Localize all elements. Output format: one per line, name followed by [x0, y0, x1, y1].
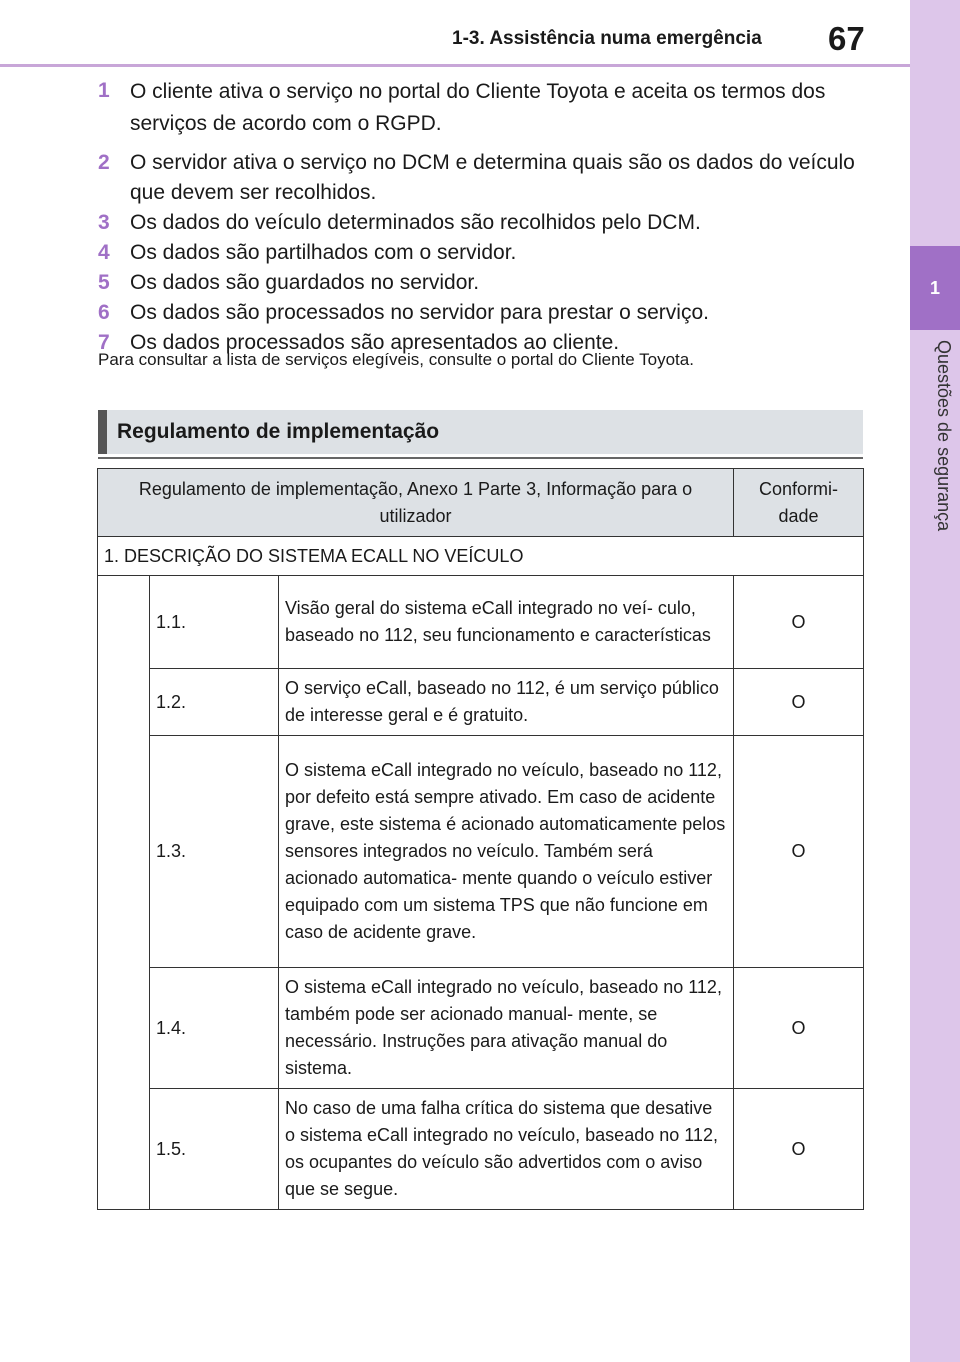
step-number: 6 — [98, 301, 110, 324]
step-text: Os dados processados são apresentados ao cliente. — [130, 331, 620, 354]
table-row — [98, 669, 864, 736]
section-heading-text: Regulamento de implementação — [117, 420, 440, 443]
step-item — [98, 238, 868, 268]
step-number: 4 — [98, 241, 110, 264]
step-number: 3 — [98, 211, 110, 234]
table-row — [98, 736, 864, 968]
item-code: 1.1. — [150, 576, 279, 669]
table-row — [98, 576, 864, 669]
table-indent-cell — [98, 576, 150, 1210]
section-divider — [98, 457, 863, 459]
table-row — [98, 1089, 864, 1210]
item-code: 1.4. — [150, 968, 279, 1089]
chapter-number: 1 — [929, 277, 940, 298]
table-row — [98, 968, 864, 1089]
item-code: 1.3. — [150, 736, 279, 968]
step-text: O servidor ativa o serviço no DCM e determina quais são os dados do veículo que devem ser recolhidos. — [130, 151, 855, 204]
step-item — [98, 208, 868, 238]
item-conformity: O — [734, 576, 864, 669]
item-description: O sistema eCall integrado no veículo, baseado no 112, também pode ser acionado manual- mente, se necessário. Instruções para ativação manual do sistema. — [279, 968, 734, 1089]
step-number: 1 — [98, 79, 110, 102]
step-text: O cliente ativa o serviço no portal do Cliente Toyota e aceita os termos dos serviços de acordo com o RGPD. — [130, 80, 826, 135]
item-description: O sistema eCall integrado no veículo, baseado no 112, por defeito está sempre ativado. Em caso de acidente grave, este sistema é acionado automaticamente pelos sensores integrados no veículo. Também será acionado automatica- mente quando o veículo estiver equipado com um sistema TPS que não funcione em caso de acidente grave. — [279, 736, 734, 968]
table-section-row — [98, 537, 864, 576]
step-text: Os dados são partilhados com o servidor. — [130, 241, 517, 264]
section-heading — [98, 410, 863, 454]
item-conformity: O — [734, 736, 864, 968]
step-number: 5 — [98, 271, 110, 294]
item-conformity: O — [734, 1089, 864, 1210]
step-item — [98, 148, 868, 208]
page-number: 67 — [828, 20, 865, 57]
step-item — [98, 76, 868, 140]
step-text: Os dados são processados no servidor para prestar o serviço. — [130, 301, 709, 324]
chapter-label: Questões de segurança — [934, 340, 954, 532]
process-steps-list — [98, 76, 868, 358]
item-description: Visão geral do sistema eCall integrado no veí- culo, baseado no 112, seu funcionamento e características — [279, 576, 734, 669]
step-item — [98, 298, 868, 328]
item-conformity: O — [734, 968, 864, 1089]
step-text: Os dados são guardados no servidor. — [130, 271, 480, 294]
step-text: Os dados do veículo determinados são recolhidos pelo DCM. — [130, 211, 701, 234]
chapter-tab — [910, 246, 960, 330]
item-conformity: O — [734, 669, 864, 736]
table-header-cell: Regulamento de implementação, Anexo 1 Parte 3, Informação para o utilizador — [98, 469, 734, 537]
table-section-cell: 1. DESCRIÇÃO DO SISTEMA ECALL NO VEÍCULO — [98, 537, 864, 576]
side-thumb-strip — [910, 0, 960, 1362]
step-number: 2 — [98, 151, 110, 174]
services-note: Para consultar a lista de serviços elegíveis, consulte o portal do Cliente Toyota. — [98, 350, 694, 369]
header-divider — [0, 64, 910, 67]
item-code: 1.5. — [150, 1089, 279, 1210]
item-code: 1.2. — [150, 669, 279, 736]
regulation-table — [97, 468, 864, 1210]
table-header-row — [98, 469, 864, 537]
step-item — [98, 268, 868, 298]
section-header-title: 1-3. Assistência numa emergência — [452, 28, 762, 49]
item-description: O serviço eCall, baseado no 112, é um serviço público de interesse geral e é gratuito. — [279, 669, 734, 736]
table-header-cell: Conformi- dade — [734, 469, 864, 537]
step-number: 7 — [98, 331, 110, 354]
item-description: No caso de uma falha crítica do sistema que desative o sistema eCall integrado no veículo, baseado no 112, os ocupantes do veículo são advertidos com o aviso que se segue. — [279, 1089, 734, 1210]
